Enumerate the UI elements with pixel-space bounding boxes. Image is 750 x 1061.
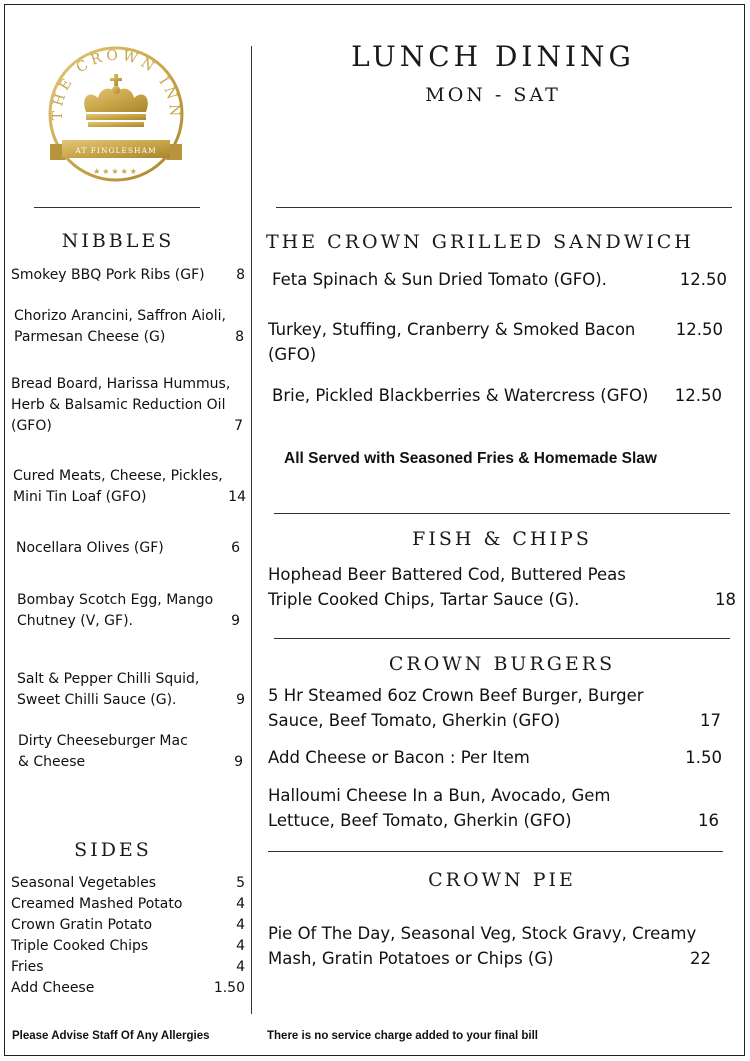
column-divider	[251, 46, 252, 1014]
nibbles-item	[17, 590, 213, 632]
nibbles-item-line: Dirty Cheeseburger Mac	[18, 733, 188, 749]
nibbles-item-line: Bombay Scotch Egg, Mango	[17, 592, 214, 608]
burgers-item-price: 1.50	[685, 748, 722, 767]
burgers-item-line: Add Cheese or Bacon : Per Item	[268, 748, 530, 767]
sides-item: Add Cheese	[11, 980, 95, 996]
crown-inn-logo	[46, 40, 186, 182]
sides-item: Crown Gratin Potato	[11, 917, 153, 933]
nibbles-item-line: Cured Meats, Cheese, Pickles,	[13, 468, 223, 484]
burgers-item	[268, 783, 611, 833]
nibbles-item-price: 9	[236, 692, 245, 708]
pie-item-line: Pie Of The Day, Seasonal Veg, Stock Gravy, Creamy	[268, 924, 697, 943]
burgers-item-price: 16	[698, 811, 719, 830]
nibbles-item-line: Sweet Chilli Sauce (G).	[17, 692, 177, 708]
nibbles-item-line: Bread Board, Harissa Hummus,	[11, 376, 231, 392]
nibbles-item	[14, 306, 226, 348]
pie-item-line: Mash, Gratin Potatoes or Chips (G)	[268, 949, 554, 968]
rule-burgers	[274, 638, 730, 639]
sides-item-price: 1.50	[213, 980, 245, 996]
pie-heading: CROWN PIE	[428, 869, 576, 891]
nibbles-item-price: 9	[231, 613, 240, 629]
sandwich-item-price: 12.50	[675, 320, 723, 339]
nibbles-item	[11, 265, 205, 286]
sides-heading: SIDES	[74, 839, 152, 861]
sandwich-item-price: 12.50	[679, 270, 727, 289]
allergies-note: Please Advise Staff Of Any Allergies	[12, 1030, 210, 1042]
burgers-item-line: Halloumi Cheese In a Bun, Avocado, Gem	[268, 786, 611, 805]
fish-item-line: Hophead Beer Battered Cod, Buttered Peas	[268, 565, 626, 584]
nibbles-item-price: 14	[228, 489, 246, 505]
fish-heading: FISH & CHIPS	[412, 528, 592, 550]
burgers-item-line: 5 Hr Steamed 6oz Crown Beef Burger, Burger	[268, 686, 644, 705]
sides-item: Creamed Mashed Potato	[11, 896, 183, 912]
sandwich-item-line: Brie, Pickled Blackberries & Watercress (GFO)	[272, 386, 649, 405]
nibbles-item-line: Salt & Pepper Chilli Squid,	[17, 671, 200, 687]
crown-icon	[84, 74, 148, 127]
logo-name-text: THE CROWN INN	[49, 47, 183, 121]
nibbles-item	[16, 538, 164, 559]
sides-item: Fries	[11, 959, 44, 975]
sides-item: Seasonal Vegetables	[11, 875, 157, 891]
page-subtitle: MON - SAT	[425, 84, 561, 106]
sandwich-heading: THE CROWN GRILLED SANDWICH	[266, 231, 694, 253]
fish-item-price: 18	[715, 590, 736, 609]
nibbles-item-line: Herb & Balsamic Reduction Oil	[11, 397, 226, 413]
service-charge-note: There is no service charge added to your final bill	[267, 1030, 538, 1042]
sandwich-item-price: 12.50	[674, 386, 722, 405]
nibbles-item-line: Mini Tin Loaf (GFO)	[13, 489, 147, 505]
nibbles-item-price: 6	[231, 540, 240, 556]
sandwich-item-line: (GFO)	[268, 345, 317, 364]
nibbles-item-line: Nocellara Olives (GF)	[16, 540, 164, 556]
sandwich-item	[272, 383, 648, 408]
fish-item	[268, 562, 626, 612]
sides-item-price: 5	[236, 875, 245, 891]
burgers-item-line: Sauce, Beef Tomato, Gherkin (GFO)	[268, 711, 561, 730]
burgers-item-price: 17	[700, 711, 721, 730]
sides-item-price: 4	[236, 896, 245, 912]
nibbles-item	[13, 466, 223, 508]
pie-item	[268, 921, 696, 971]
nibbles-item-line: Smokey BBQ Pork Ribs (GF)	[11, 267, 205, 283]
rule-left-top	[34, 207, 200, 208]
burgers-item-line: Lettuce, Beef Tomato, Gherkin (GFO)	[268, 811, 572, 830]
rule-pie	[268, 851, 723, 852]
fish-item-line: Triple Cooked Chips, Tartar Sauce (G).	[268, 590, 580, 609]
logo-stars: ★★★★★	[93, 167, 139, 176]
nibbles-item	[18, 731, 188, 773]
burgers-heading: CROWN BURGERS	[388, 653, 616, 675]
sides-item-price: 4	[236, 959, 245, 975]
nibbles-item-price: 9	[234, 754, 243, 770]
nibbles-item-line: Chorizo Arancini, Saffron Aioli,	[14, 308, 226, 324]
logo-location-text: AT FINGLESHAM	[75, 146, 157, 155]
nibbles-heading: NIBBLES	[61, 230, 175, 252]
rule-fish	[274, 513, 730, 514]
nibbles-item-line: Chutney (V, GF).	[17, 613, 133, 629]
rule-right-top	[276, 207, 732, 208]
nibbles-item-line: (GFO)	[11, 418, 52, 434]
nibbles-item	[11, 374, 230, 437]
burgers-item	[268, 683, 644, 733]
page-title: LUNCH DINING	[351, 40, 635, 73]
sandwich-item	[272, 267, 607, 292]
nibbles-item-price: 8	[235, 329, 244, 345]
nibbles-item-price: 8	[236, 267, 245, 283]
sides-item-price: 4	[236, 917, 245, 933]
pie-item-price: 22	[690, 949, 711, 968]
sandwich-item-line: Feta Spinach & Sun Dried Tomato (GFO).	[272, 270, 607, 289]
sides-item: Triple Cooked Chips	[11, 938, 149, 954]
nibbles-item-price: 7	[234, 418, 243, 434]
burgers-item	[268, 745, 530, 770]
sandwich-note: All Served with Seasoned Fries & Homemade Slaw	[284, 450, 657, 467]
sandwich-item-line: Turkey, Stuffing, Cranberry & Smoked Bacon	[268, 320, 636, 339]
sides-item-price: 4	[236, 938, 245, 954]
nibbles-item-line: & Cheese	[18, 754, 86, 770]
nibbles-item	[17, 669, 199, 711]
nibbles-item-line: Parmesan Cheese (G)	[14, 329, 166, 345]
sandwich-item	[268, 317, 635, 367]
